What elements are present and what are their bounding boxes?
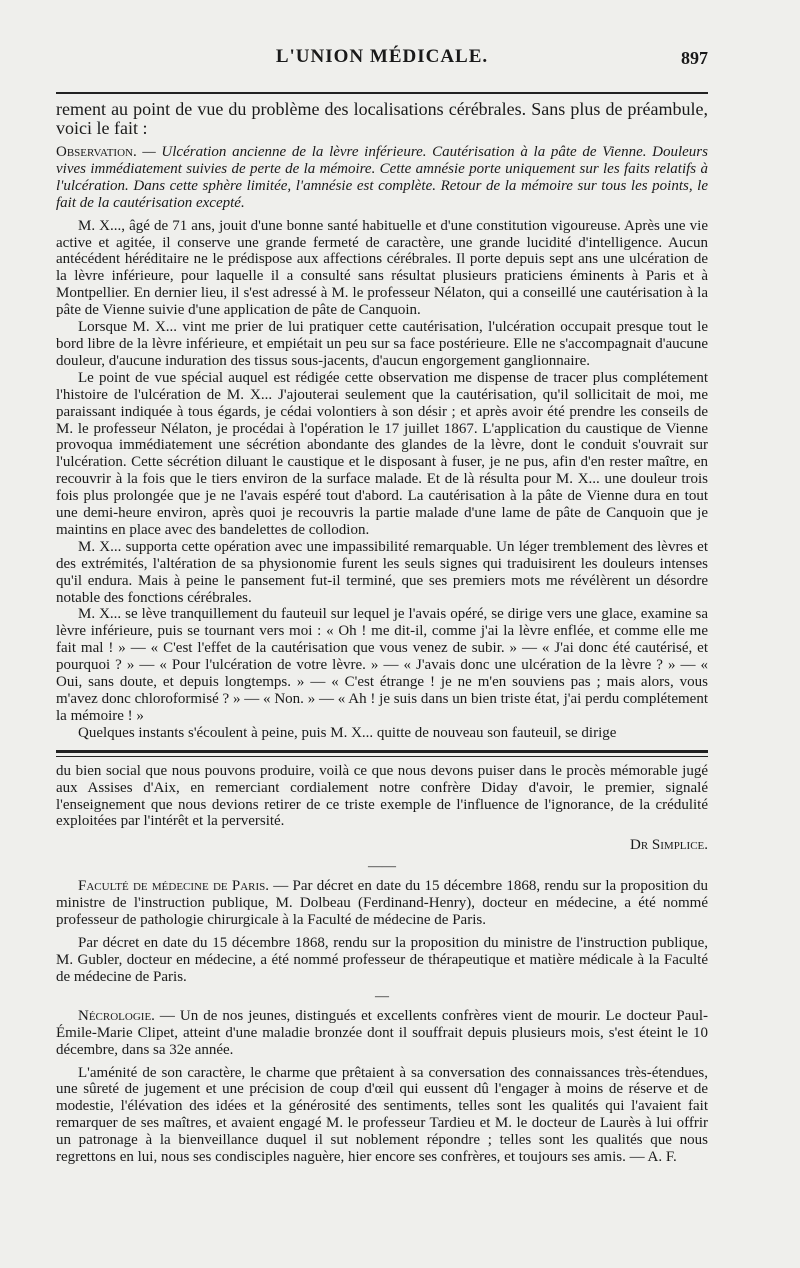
article-body (56, 100, 708, 742)
observation-summary (56, 144, 708, 212)
page-header (56, 42, 708, 72)
necrologie-label: Nécrologie. (78, 1007, 155, 1024)
observation-label: Observation. (56, 144, 137, 160)
article-paragraph: Quelques instants s'écoulent à peine, puis M. X... quitte de nouveau son fauteuil, se dirige (78, 724, 617, 741)
page-number: 897 (681, 48, 708, 68)
feuilleton-signature: Dr Simplice. (629, 837, 708, 854)
article-paragraph: Lorsque M. X... vint me prier de lui pratiquer cette cautérisation, l'ulcération occupait presque tout le bord libre de la lèvre inférieure, et empiétait un peu sur sa face postérieure. Elle ne s'accompagnait d'aucune douleur, d'aucune induration des tissus sous-jacents, d'aucun engorgement ganglionnaire. (56, 319, 708, 369)
article-paragraph: M. X... supporta cette opération avec une impassibilité remarquable. Un léger tremblement des lèvres et des extrémités, l'altération de sa physionomie furent les seuls signes qui traduisirent les douleurs intenses qu'il endura. Mais à peine le pansement fut-il terminé, que ses premiers mots me révélèrent un désordre notable des fonctions cérébrales. (56, 538, 708, 606)
faculte-notice (56, 878, 708, 985)
article-paragraph: M. X..., âgé de 71 ans, jouit d'une bonne santé habituelle et d'une constitution vigoureuse. Après une vie active et agitée, il conserve une grande fermeté de caractère, une grande lucidité d'intelligence. Aucun antécédent héréditaire ne le prédispose aux affections cérébrales. Il porte depuis sept ans une ulcération de la lèvre inférieure, pour laquelle il a consulté sans résultat plusieurs praticiens éminents à Paris et à Montpellier. En dernier lieu, il s'est adressé à M. le professeur Nélaton, qui a conseillé une cautérisation à la pâte de Vienne suivie d'une application de pâte de Canquoin. (56, 217, 708, 319)
feuilleton-text: du bien social que nous pouvons produire, voilà ce que nous devons puiser dans le procès mémorable jugé aux Assises d'Aix, en remerciant cordialement notre confrère Diday d'avoir, le premier, signalé l'enseignement que nous devions retirer de ce triste exemple de l'influence de l'ignorance, de la crédulité exploitées par l'intérêt et la perversité. (56, 762, 708, 830)
section-divider: — (375, 988, 389, 1004)
faculte-text: — Par décret en date du 15 décembre 1868, rendu sur la proposition du ministre de l'instruction publique, M. Dolbeau (Ferdinand-Henry), docteur en médecine, a été nommé professeur de pathologie chirurgicale à la Faculté de médecine de Paris. (56, 878, 708, 929)
necrologie-notice (56, 1008, 708, 1166)
article-paragraph: Le point de vue spécial auquel est rédigée cette observation me dispense de tracer plus complétement l'histoire de l'ulcération de M. X... J'ajouterai seulement que la cautérisation, qu'il sollicitait de moi, me paraissant indiquée à tous égards, je cédai volontiers à son désir ; et après avoir été prendre les conseils de M. le professeur Nélaton, je procédai à l'opération le 17 juillet 1867. L'application du caustique de Vienne provoqua immédiatement une sécrétion abondante des glandes de la lèvre, dont le conduit s'ouvrait sur l'ulcération. Cette sécrétion diluant le caustique et le disposant à fuser, je ne pus, afin d'en rester maître, en recouvrir à la fois que le tiers environ de la surface malade. Et de là résulta pour M. X... une douleur trois fois plus prolongée que je ne l'avais espéré tout d'abord. La cautérisation à la pâte de Vienne dura en tout une demi-heure environ, après quoi je recouvris la partie malade d'une lame de pâte de Canquoin que je maintins en place avec des bandelettes de collodion. (56, 369, 708, 538)
header-rule (56, 92, 708, 94)
feuilleton (56, 763, 708, 855)
faculte-text-2: Par décret en date du 15 décembre 1868, rendu sur la proposition du ministre de l'instruction publique, M. Gubler, docteur en médecine, a été nommé professeur de thérapeutique et matière médicale à la Faculté de médecine de Paris. (56, 935, 708, 985)
section-divider: —— (368, 859, 396, 875)
article-paragraph: M. X... se lève tranquillement du fauteuil sur lequel je l'avais opéré, se dirige vers une glace, examine sa lèvre inférieure, puis se tournant vers moi : « Oh ! me dit-il, comme j'ai la lèvre enflée, et comme elle me fait mal ! » — « C'est l'effet de la cautérisation que vous venez de subir. » — « J'ai donc été cautérisé, et pourquoi ? » — « Pour l'ulcération de votre lèvre. » — « J'avais donc une ulcération de la lèvre ? » — « Oui, sans doute, et depuis longtemps. » — « C'est étrange ! je ne m'en souviens pas ; mais alors, vous m'avez donc chloroformisé ? » — « Non. » — « Ah ! je suis dans un bien triste état, j'ai perdu complétement la mémoire ! » (56, 606, 708, 724)
article-lead: rement au point de vue du problème des localisations cérébrales. Sans plus de préambule, voici le fait : (56, 99, 708, 138)
faculte-label: Faculté de médecine de Paris. (78, 878, 270, 895)
running-head: L'UNION MÉDICALE. (275, 46, 489, 67)
necrologie-text-2: L'aménité de son caractère, le charme que prêtaient à sa conversation des connaissances très-étendues, une sûreté de jugement et une précision de coup d'œil qui eussent dû l'engager à moins de réserve et de modestie, l'élévation des idées et la générosité des sentiments, telles sont les qualités qui l'avaient fait remarquer de ses maîtres, et avaient engagé M. le professeur Tardieu et M. le docteur de Laurès à lui offrir un patronage à la bienveillance duquel il sut noblement répondre ; telles sont les qualités que nous regrettons en lui, nous ses condisciples naguère, hier encore ses confrères, et toujours ses amis. — A. F. (56, 1064, 708, 1166)
observation-text: — Ulcération ancienne de la lèvre inférieure. Cautérisation à la pâte de Vienne. Douleurs vives immédiatement suivies de perte de la mémoire. Cette amnésie porte uniquement sur les faits relatifs à l'ulcération. Dans cette sphère limitée, l'amnésie est complète. Retour de la mémoire sur tous les points, le fait de la cautérisation excepté. (56, 144, 708, 211)
feuilleton-separator (56, 750, 708, 757)
necrologie-text: — Un de nos jeunes, distingués et excellents confrères vient de mourir. Le docteur Paul-Émile-Marie Clipet, atteint d'une maladie bronzée dont il souffrait depuis plusieurs mois, s'est éteint le 10 décembre, dans sa 32e année. (56, 1007, 708, 1058)
